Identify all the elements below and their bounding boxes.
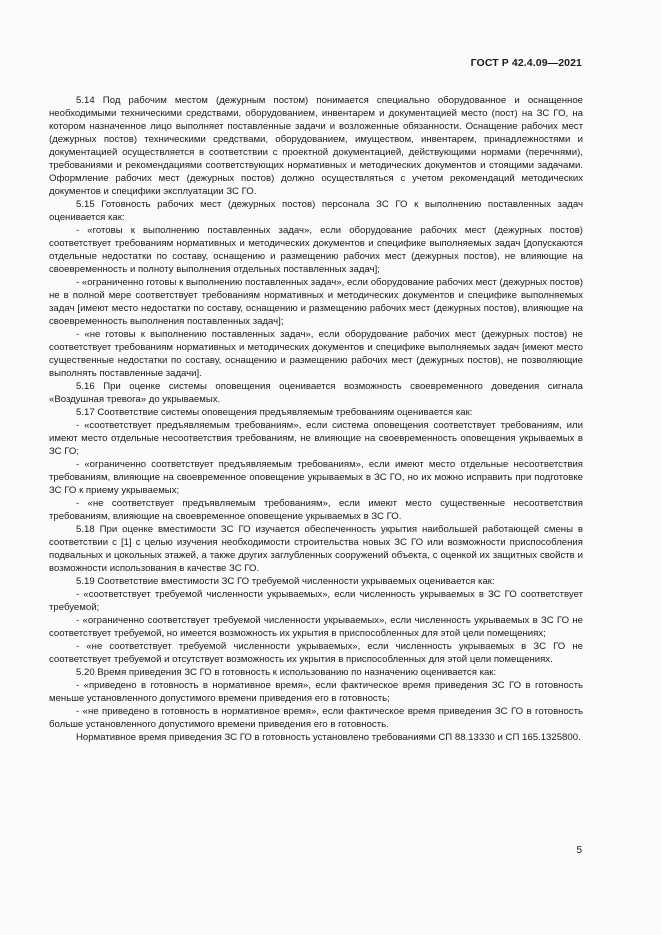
list-item: - «не приведено в готовность в нормативное время», если фактическое время приведения ЗС ГО в готовность больше установленного допустимого времени приведения его в готовность. <box>49 706 583 730</box>
paragraph-5-20: 5.20 Время приведения ЗС ГО в готовность к использованию по назначению оценивается как: <box>76 667 497 678</box>
list-item: - «не соответствует предъявляемым требованиям», если имеют место существенные несоответствия требованиям, влияющие на своевременное оповещение укрываемых в ЗС ГО. <box>49 498 583 522</box>
paragraph-5-15: 5.15 Готовность рабочих мест (дежурных постов) персонала ЗС ГО к выполнению поставленных задач оценивается как: <box>49 199 583 223</box>
list-item: - «соответствует предъявляемым требованиям», если система оповещения соответствует требованиям, или имеют место отдельные несоответствия требованиям, не влияющие на своевременность оповещения укрываемых в ЗС ГО; <box>49 420 583 457</box>
list-item: - «ограниченно соответствует предъявляемым требованиям», если имеют место отдельные несоответствия требованиям, влияющие на своевременное оповещение укрываемых в ЗС ГО, но их можно исправить при подготовке ЗС ГО к приему укрываемых; <box>49 459 583 496</box>
list-item: - «ограниченно соответствует требуемой численности укрываемых», если численность укрываемых в ЗС ГО не соответствует требуемой, но имеется возможность их укрытия в приспособленных для этой цели помещениях; <box>49 615 583 639</box>
paragraph-5-16: 5.16 При оценке системы оповещения оценивается возможность своевременного доведения сигнала «Воздушная тревога» до укрываемых. <box>49 381 583 405</box>
page-number: 5 <box>576 845 582 856</box>
list-item: - «готовы к выполнению поставленных задач», если оборудование рабочих мест (дежурных постов) соответствует требованиям нормативных и методических документов и специфике выполняемых задач [допускаются отдельные недостатки по составу, оснащению и размещению рабочих мест (дежурных постов), не влияющие на своевременность и полноту выполнения отдельных поставленных задач]; <box>49 225 583 275</box>
paragraph-5-19: 5.19 Соответствие вместимости ЗС ГО требуемой численности укрываемых оценивается как: <box>76 576 495 587</box>
paragraph-5-17: 5.17 Соответствие системы оповещения предъявляемым требованиям оценивается как: <box>76 407 473 418</box>
list-item: - «приведено в готовность в нормативное время», если фактическое время приведения ЗС ГО в готовность меньше установленного допустимого времени приведения его в готовность; <box>49 680 583 704</box>
document-body <box>49 94 583 744</box>
paragraph-normative-time: Нормативное время приведения ЗС ГО в готовность установлено требованиями СП 88.13330 и СП 165.1325800. <box>76 732 581 743</box>
list-item: - «не соответствует требуемой численности укрываемых», если численность укрываемых в ЗС ГО не соответствует требуемой и отсутствует возможность их укрытия в приспособленных для этой цели помещениях. <box>49 641 583 665</box>
paragraph-5-14: 5.14 Под рабочим местом (дежурным постом) понимается специально оборудованное и оснащенное необходимыми техническими средствами, оборудованием, инвентарем и документацией место (пост) на ЗС ГО, на котором назначенное лицо выполняет поставленные задачи и возложенные обязанности. Оснащение рабочих мест (дежурных постов) техническими средствами, оборудованием, имуществом, инвентарем, принадлежностями и документацией осуществляется в соответствии с проектной документацией, действующими нормами (перечнями), требованиями и рекомендациями соответствующих нормативных и методических документов и стоящими задачами. Оформление рабочих мест (дежурных постов) должно осуществляться с учетом рекомендаций методических документов и специфики эксплуатации ЗС ГО. <box>49 95 583 197</box>
list-item: - «соответствует требуемой численности укрываемых», если численность укрываемых в ЗС ГО соответствует требуемой; <box>49 589 583 613</box>
paragraph-5-18: 5.18 При оценке вместимости ЗС ГО изучается обеспеченность укрытия наибольшей работающей смены в соответствии с [1] с целью изучения необходимости строительства новых ЗС ГО или возможности приспособления подвальных и цокольных этажей, а также других заглубленных сооружений объекта, с оценкой их защитных свойств и возможности использования в качестве ЗС ГО. <box>49 524 583 574</box>
list-item: - «ограниченно готовы к выполнению поставленных задач», если оборудование рабочих мест (дежурных постов) не в полной мере соответствует требованиям нормативных и методических документов и специфике выполняемых задач [имеют место недостатки по составу, оснащению и размещению рабочих мест (дежурных постов), влияющие на своевременность выполнения поставленных задач]; <box>49 277 583 327</box>
list-item: - «не готовы к выполнению поставленных задач», если оборудование рабочих мест (дежурных постов) не соответствует требованиям нормативных и методических документов и специфике выполняемых задач [имеют место существенные недостатки по составу, оснащению и размещению рабочих мест (дежурных постов), не позволяющие выполнять поставленные задачи]. <box>49 329 583 379</box>
standard-designation: ГОСТ Р 42.4.09—2021 <box>470 57 582 69</box>
